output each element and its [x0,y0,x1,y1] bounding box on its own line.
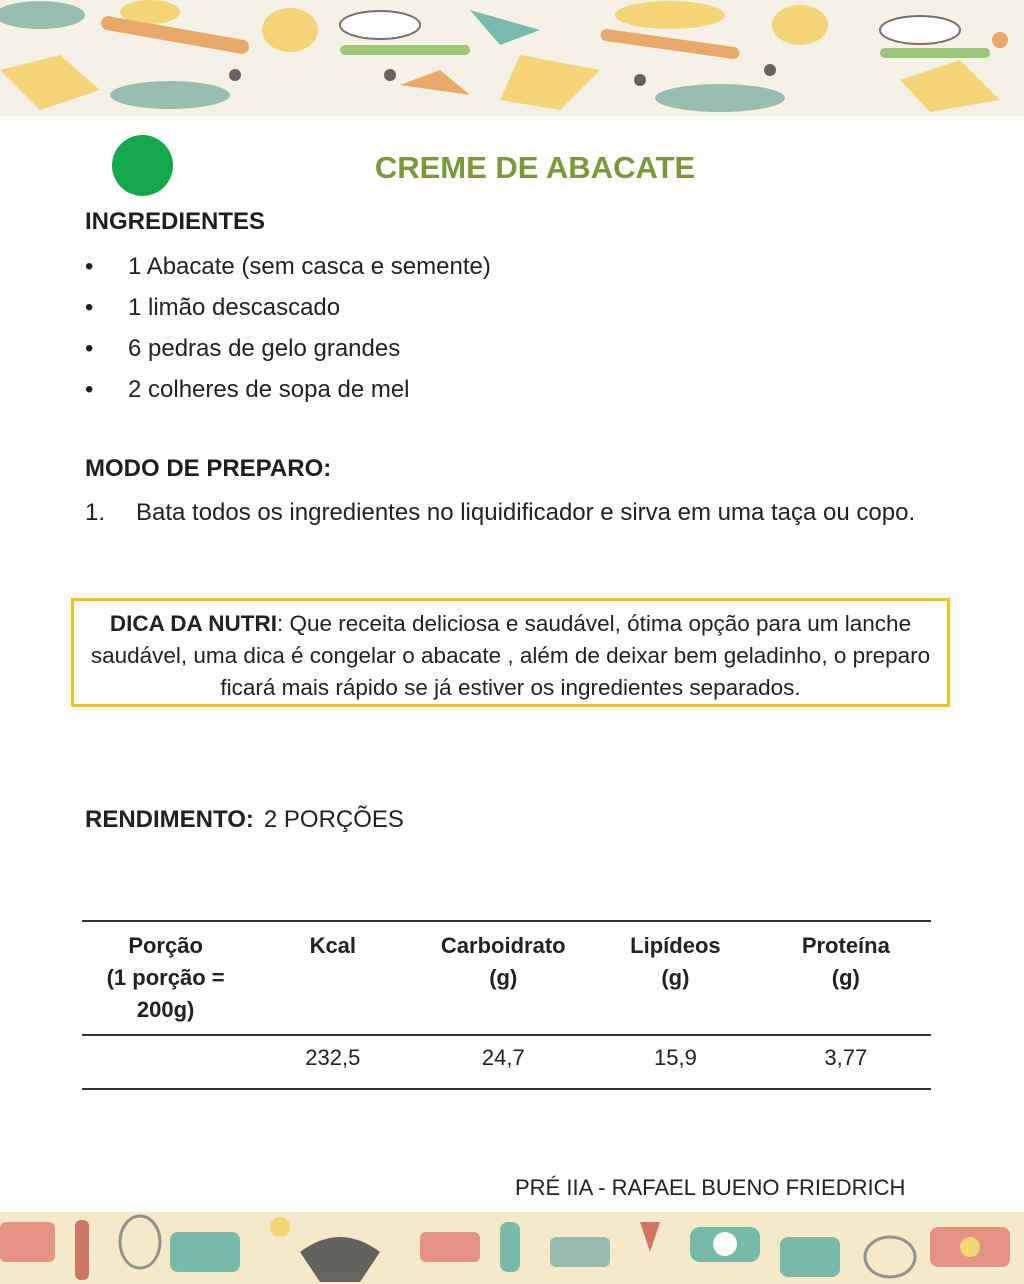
nutrition-table [82,920,931,1090]
ingredient-item [85,250,491,291]
bullet-icon: • [85,376,94,403]
method-heading: MODO DE PREPARO: [85,455,332,482]
column-header-kcal: Kcal [249,921,416,1035]
yield-line [85,806,404,834]
yield-label: RENDIMENTO: [85,806,254,833]
ingredients-heading: INGREDIENTES [85,208,266,235]
footer-credit: PRÉ IIA - RAFAEL BUENO FRIEDRICH [515,1175,906,1200]
method-step [85,496,935,530]
ingredient-item [85,332,491,373]
green-circle-marker [112,135,173,196]
ingredient-item [85,291,491,332]
column-header-lipids: Lipídeos (g) [590,921,761,1035]
cell-lipids: 15,9 [590,1035,761,1089]
cell-protein: 3,77 [761,1035,931,1089]
bullet-icon: • [85,335,94,362]
top-decorative-banner [0,0,1024,116]
column-header-portion: Porção (1 porção = 200g) [82,921,249,1035]
ingredient-text: 1 limão descascado [128,294,341,321]
yield-value: 2 PORÇÕES [263,806,404,833]
ingredient-text: 6 pedras de gelo grandes [128,335,401,362]
ingredient-item [85,373,491,414]
bullet-icon: • [85,253,94,280]
ingredient-text: 1 Abacate (sem casca e semente) [128,253,491,280]
recipe-title: CREME DE ABACATE [374,150,696,185]
column-header-carbs: Carboidrato (g) [416,921,590,1035]
ingredient-text: 2 colheres de sopa de mel [128,376,410,403]
tip-text: : Que receita deliciosa e saudável, ótima opção para um lanche saudável, uma dica é congelar o abacate , além de deixar bem geladinho, o preparo ficará mais rápido se já estiver os ingredientes separados. [90,611,931,700]
ingredients-list [85,250,491,414]
step-text: Bata todos os ingredientes no liquidificador e sirva em uma taça ou copo. [136,499,916,526]
tip-label: DICA DA NUTRI [109,611,277,636]
bottom-decorative-banner [0,1212,1024,1284]
cell-kcal: 232,5 [249,1035,416,1089]
cell-portion [82,1035,249,1089]
nutrition-tip-box [71,598,950,707]
bullet-icon: • [85,294,94,321]
table-row [82,1035,931,1089]
table-header-row [82,921,931,1035]
column-header-protein: Proteína (g) [761,921,931,1035]
step-number: 1. [85,499,106,526]
cell-carbs: 24,7 [416,1035,590,1089]
